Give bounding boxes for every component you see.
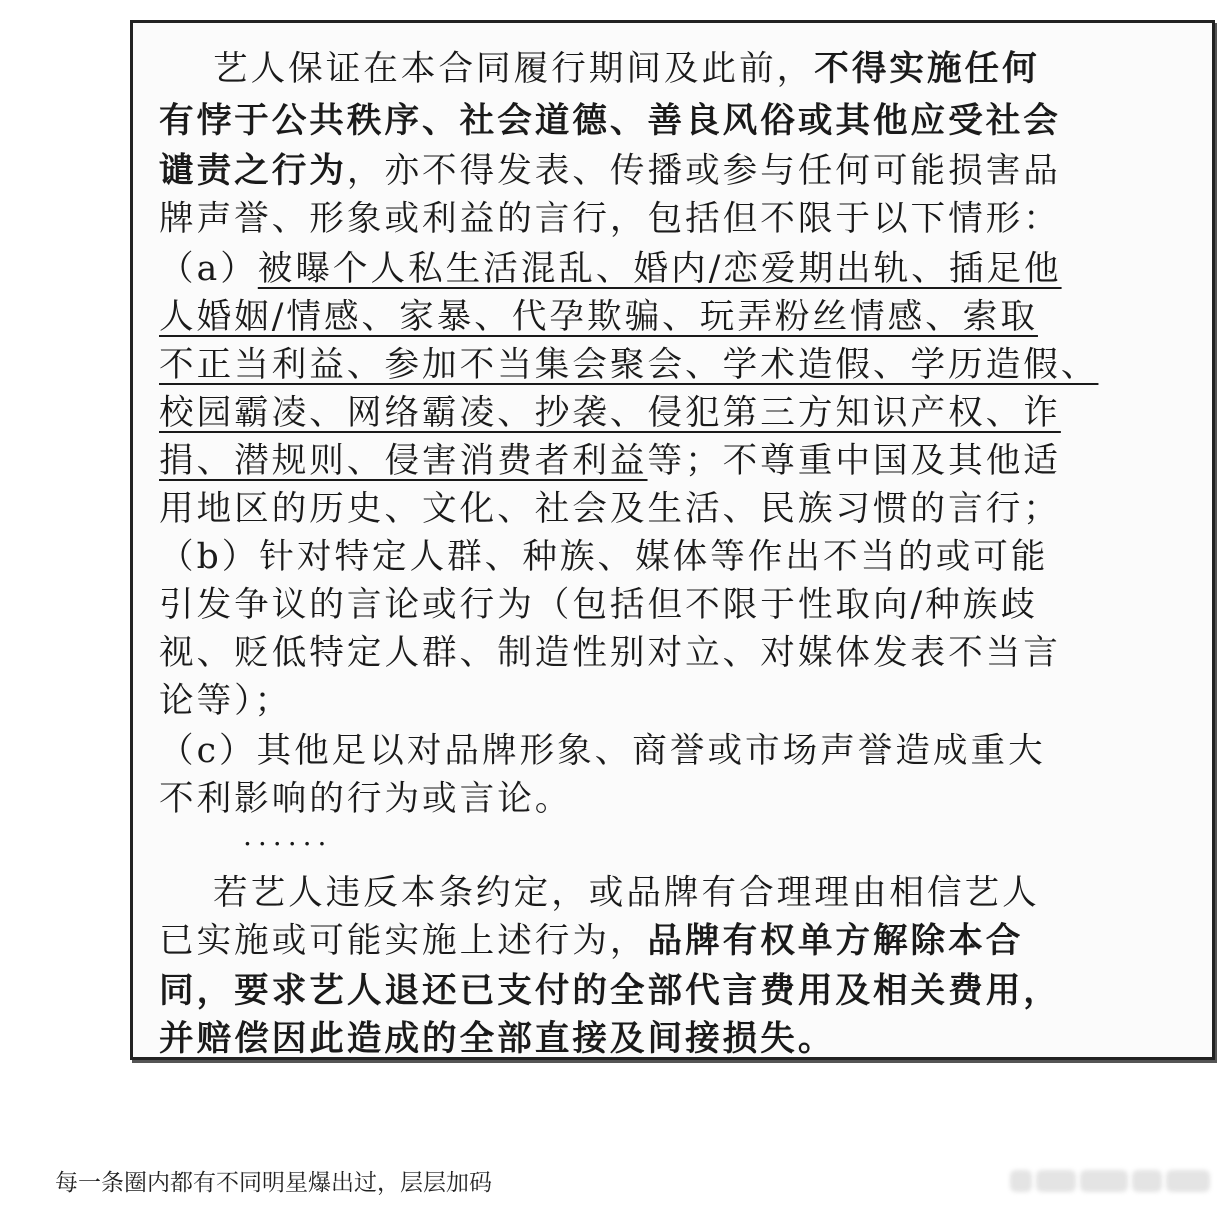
item-a-line-3: 不正当利益、参加不当集会聚会、学术造假、学历造假、: [159, 345, 1099, 385]
item-b-line-2: 引发争议的言论或行为（包括但不限于性取向/种族歧: [159, 585, 1038, 625]
intro-line-1-text: 艺人保证在本合同履行期间及此前，: [213, 49, 815, 89]
item-a-line-5-text: 等；不尊重中国及其他适: [647, 441, 1061, 481]
item-c-line-1: （c）其他足以对品牌形象、商誉或市场声誉造成重大: [159, 731, 1046, 771]
item-a-line-2: 人婚姻/情感、家暴、代孕欺骗、玩弄粉丝情感、索取: [159, 297, 1038, 337]
intro-line-3-text: ，亦不得发表、传播或参与任何可能损害品: [346, 151, 1061, 191]
consequence-line-2: [159, 917, 1023, 965]
contract-clause-box: [130, 20, 1215, 1060]
blurred-watermark: [1010, 1170, 1215, 1196]
consequence-line-4: 并赔偿因此造成的全部直接及间接损失。: [159, 1019, 836, 1059]
item-a-line-5: [159, 437, 1061, 485]
item-b-line-1: （b）针对特定人群、种族、媒体等作出不当的或可能: [159, 537, 1049, 577]
item-b-line-4: 论等）；: [159, 681, 293, 721]
post-caption: 每一条圈内都有不同明星爆出过，层层加码: [55, 1170, 492, 1196]
item-a-line-6: 用地区的历史、文化、社会及生活、民族习惯的言行；: [159, 489, 1061, 529]
item-a-line-1-text: 被曝个人私生活混乱、婚内/恋爱期出轨、插足他: [257, 249, 1062, 289]
intro-line-1-bold: 不得实施任何: [814, 49, 1040, 89]
omission-ellipsis: ......: [243, 819, 333, 852]
item-a-line-1: [159, 245, 1062, 293]
item-a-line-4: 校园霸凌、网络霸凌、抄袭、侵犯第三方知识产权、诈: [159, 393, 1061, 433]
consequence-line-1: 若艺人违反本条约定，或品牌有合理理由相信艺人: [213, 873, 1040, 913]
item-a-line-5-underlined: 捐、潜规则、侵害消费者利益: [159, 441, 648, 481]
intro-line-4: 牌声誉、形象或利益的言行，包括但不限于以下情形：: [159, 199, 1061, 239]
intro-line-1: [213, 45, 1040, 93]
item-c-line-2: 不利影响的行为或言论。: [159, 779, 573, 819]
intro-line-2: 有悖于公共秩序、社会道德、善良风俗或其他应受社会: [159, 101, 1061, 141]
consequence-line-2-bold: 品牌有权单方解除本合: [647, 921, 1024, 961]
consequence-line-2-text: 已实施或可能实施上述行为，: [159, 921, 648, 961]
intro-line-3-bold: 谴责之行为: [159, 151, 347, 191]
item-a-marker: （a）: [159, 249, 258, 289]
consequence-line-3: 同，要求艺人退还已支付的全部代言费用及相关费用，: [159, 971, 1061, 1011]
item-b-line-3: 视、贬低特定人群、制造性别对立、对媒体发表不当言: [159, 633, 1061, 673]
intro-line-3: [159, 147, 1061, 195]
